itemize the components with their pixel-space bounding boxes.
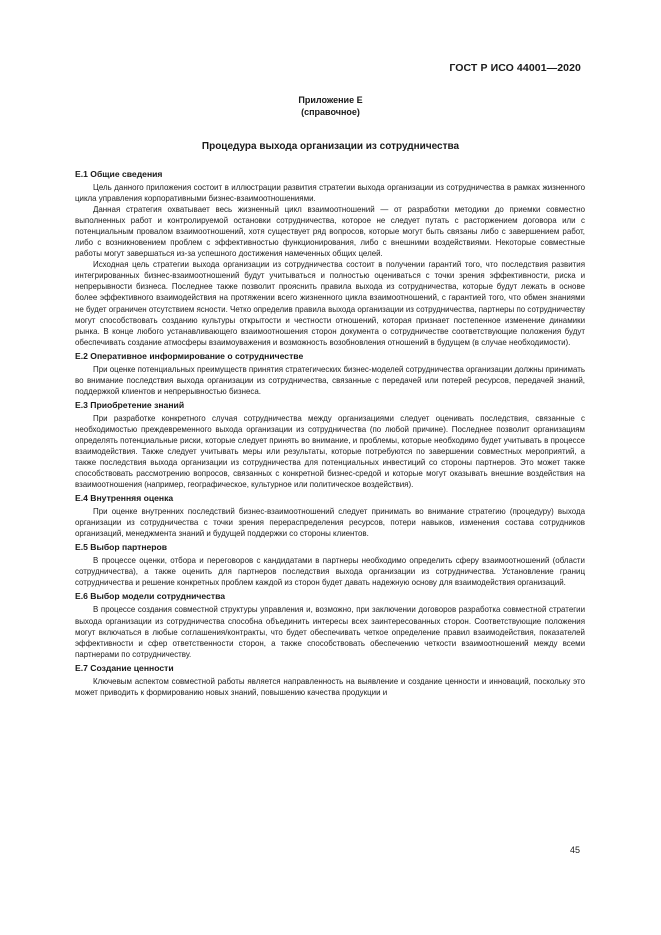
annex-label: Приложение Е [298, 95, 363, 105]
paragraph: Данная стратегия охватывает весь жизненный цикл взаимоотношений — от разработки методики до приемки совместно выполненных работ и контролируемой остановки сотрудничества, которое не следует путать с расторжением договора или с потенциальным провалом взаимоотношений, хотя существует ряд вопросов, которые могут быть связаны либо с завершением работ, либо с возникновением проблем с эффективностью функционирования, либо с внешними воздействиями. Некоторые совместные работы могут завершаться из-за успешного достижения намеченных общих целей. [75, 205, 585, 259]
paragraph: При оценке потенциальных преимуществ принятия стратегических бизнес-моделей сотрудничества организации должны принимать во внимание последствия выхода организации из сотрудничества, связанные с передачей или потерей ресурсов, передачей знаний, поддержкой клиентов и непрерывностью бизнеса. [75, 364, 585, 396]
section-e3 [75, 399, 585, 490]
section-e4 [75, 492, 585, 539]
section-e1 [75, 168, 585, 348]
paragraph: В процессе создания совместной структуры управления и, возможно, при заключении договоров разработка совместной стратегии выхода организации из сотрудничества способна объединить интересы всех заинтересованных сторон. Соответствующие положения могут включаться в любые соглашения/контракты, что будет обеспечивать четкое определение правил взаимодействия, показателей эффективности и сфер ответственности сторон, а также способствовать обеспечению четкости взаимоотношений между всеми партнерами по сотрудничеству. [75, 605, 585, 659]
paragraph: Исходная цель стратегии выхода организации из сотрудничества состоит в получении гарантий того, что последствия развития интегрированных бизнес-взаимоотношений будут учитываться и полностью оцениваться с точки зрения эффективности, риска и непрерывности бизнеса. Последнее также позволит прояснить правила выхода из сотрудничества, которые будут лежать в основе более эффективного взаимодействия на протяжении всего жизненного цикла взаимоотношений, с гарантией того, что обмен знаниями не будет ограничен отсутствием ясности. Четко определив правила выхода организации из сотрудничества, партнеры по сотрудничеству могут способствовать созданию культуры открытости и честности отношений, которая признает постепенное изменение динамики рынка. В конце любого устанавливающего взаимоотношения сторон документа о сотрудничестве соответствующие положения будут обеспечивать создание атмосферы взаимоуважения и возможность возобновления отношений в будущем (в случае необходимости). [75, 260, 585, 347]
paragraph: В процессе оценки, отбора и переговоров с кандидатами в партнеры необходимо определить сферу взаимоотношений (области сотрудничества), а также оценить для партнеров последствия выхода организации из сотрудничества. Установление границ сотрудничества и решение конкретных проблем каждой из сторон будет давать надежную основу для взаимодействия организаций. [75, 556, 585, 588]
paragraph: Цель данного приложения состоит в иллюстрации развития стратегии выхода организации из сотрудничества в рамках жизненного цикла управления корпоративными бизнес-взаимоотношениями. [75, 183, 585, 204]
section-heading: Е.6 Выбор модели сотрудничества [75, 591, 226, 602]
section-heading: Е.7 Создание ценности [75, 662, 174, 673]
annex-type: (справочное) [301, 107, 360, 117]
section-heading: Е.3 Приобретение знаний [75, 399, 185, 410]
annex-title: Процедура выхода организации из сотрудничества [201, 141, 460, 152]
section-e7 [75, 662, 585, 698]
section-heading: Е.5 Выбор партнеров [75, 542, 168, 553]
document-body [75, 166, 585, 698]
section-e2 [75, 350, 585, 397]
paragraph: При разработке конкретного случая сотрудничества между организациями следует оценивать последствия, связанные с необходимостью преждевременного выхода организации из сотрудничества (по любой причине). Последнее позволит организациям определять потенциальные риски, которые следует принять во внимание, и проблемы, которые необходимо будет учитывать в процессе взаимодействия. Также следует учитывать меры или результаты, которые потребуются по завершении совместных мероприятий, а также последствия выхода организации из сотрудничества для потенциальных инвестиций со стороны партнеров. Это может также способствовать рассмотрению вопросов, связанных с конкретной бизнес-средой и которые могут оказывать внешние воздействия на взаимоотношения (например, географическое, культурное или политическое воздействия). [75, 413, 585, 490]
section-e5 [75, 541, 585, 588]
section-e6 [75, 590, 585, 659]
section-heading: Е.2 Оперативное информирование о сотрудничестве [75, 350, 304, 361]
section-heading: Е.4 Внутренняя оценка [75, 493, 174, 504]
paragraph: При оценке внутренних последствий бизнес-взаимоотношений следует принимать во внимание стратегию (процедуру) выхода организации из сотрудничества с точки зрения перераспределения ресурсов, потери навыков, изменения состава сотрудников организаций, менеджмента знаний и будущей поддержки со стороны клиентов. [75, 507, 585, 539]
page-number: 45 [569, 845, 580, 855]
standard-designation: ГОСТ Р ИСО 44001—2020 [449, 62, 581, 74]
section-heading: Е.1 Общие сведения [75, 169, 163, 179]
paragraph: Ключевым аспектом совместной работы является направленность на выявление и создание ценности и инноваций, поскольку это может приводить к формированию новых знаний, повышению качества продукции и [75, 676, 585, 697]
